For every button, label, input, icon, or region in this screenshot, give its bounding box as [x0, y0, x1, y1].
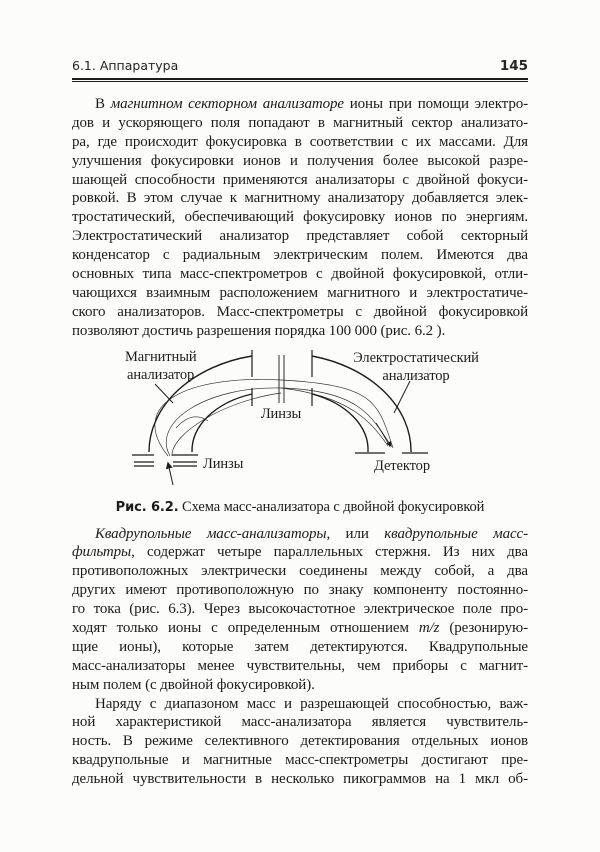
text-line: противоположных электрически соединены между собой, а два	[72, 563, 528, 580]
text-line: шающей способности применяются анализаторы с двойной фокуси-	[72, 171, 528, 188]
text-line: ровкой. В этом случае к магнитному анализатору добавляется элек-	[72, 190, 528, 207]
figure-caption	[72, 498, 528, 517]
page-number: 145	[499, 58, 528, 74]
text-line: основных типа масс-спектрометров с двойной фокусировкой, отли-	[72, 266, 528, 283]
text-line: ность. В режиме селективного детектирования отдельных ионов	[72, 733, 528, 750]
ion-entry-arrow	[168, 463, 173, 485]
magnetic-label-pointer	[155, 384, 173, 403]
text-line: щие ионы), которые затем детектируются. Квадрупольные	[72, 638, 528, 655]
figure-caption-text: Схема масс-анализатора с двойной фокусировкой	[178, 498, 485, 515]
text-line: дов и ускоряющего поля попадают в магнитный сектор анализато-	[72, 114, 528, 131]
electrostatic-label-pointer	[394, 381, 410, 413]
sector-end-ticks	[252, 350, 312, 406]
text-line: ского анализаторов. Масс-спектрометры с двойной фокусировкой	[72, 303, 528, 320]
paragraph-magnetic-analyzer	[72, 95, 528, 341]
running-head	[72, 58, 528, 74]
header-divider-thin-line	[72, 81, 528, 82]
mass-analyzer-diagram	[72, 344, 528, 492]
center-lenses-label: Линзы	[260, 405, 302, 422]
header-divider-thick-line	[72, 78, 528, 80]
text-line: Электростатический анализатор представляет собой секторный	[72, 228, 528, 245]
figure-6-2	[72, 344, 528, 492]
text-line: квадрупольные и магнитные масс-спектрометры достигают пре-	[72, 752, 528, 769]
electrostatic-analyzer-label-line1: Электростатический	[353, 349, 479, 366]
source-lenses-label: Линзы	[203, 455, 244, 472]
electrostatic-sector-inner-arc	[312, 394, 368, 452]
text-line: Наряду с диапазоном масс и разрешающей способностью, важ-	[95, 695, 528, 712]
text-line: Квадрупольные масс-анализаторы, или квадрупольные масс-	[95, 525, 528, 542]
detector-label: Детектор	[374, 457, 430, 474]
text-line: ным полем (с двойной фокусировкой).	[72, 676, 315, 693]
text-block	[72, 58, 528, 789]
text-line: го тока (рис. 6.3). Через высокочастотное электрическое поле про-	[72, 601, 528, 618]
electrostatic-analyzer-label-line2: анализатор	[382, 367, 450, 384]
text-line: чающихся взаимным расположением магнитного и электростатиче-	[72, 284, 528, 301]
header-divider	[72, 78, 528, 82]
text-line: ра, где происходит фокусировка в соответствии с их массами. Для	[72, 133, 528, 150]
text-line: улучшения фокусировки ионов и получения более высокой разре-	[72, 152, 528, 169]
text-line: фильтры, содержат четыре параллельных стержня. Из них два	[72, 544, 528, 561]
text-line: позволяют достичь разрешения порядка 100 000 (рис. 6.2 ).	[72, 322, 446, 339]
text-line: масс-анализаторы менее чувствительны, чем приборы с магнит-	[72, 657, 528, 674]
text-line: конденсатор с радиальным электрическим полем. Имеются два	[72, 247, 528, 264]
magnetic-analyzer-label-line2: анализатор	[127, 366, 195, 383]
center-lens-lines	[279, 355, 284, 403]
text-line: В магнитном секторном анализаторе ионы при помощи электро-	[95, 96, 528, 112]
text-line: дельной чувствительности в несколько пикограммов на 1 мкл об-	[72, 771, 528, 788]
paragraph-quadrupole-analyzer	[72, 525, 528, 695]
source-lens-plates	[132, 455, 198, 466]
figure-caption-label: Рис. 6.2.	[115, 499, 179, 515]
section-title: 6.1. Аппаратура	[72, 58, 179, 73]
text-line: других имеют противоположную по знаку компоненту постоянно-	[72, 582, 528, 599]
text-line: ной характеристикой масс-анализатора является чувствитель-	[72, 714, 528, 731]
text-line: ходят только ионы с определенным отношением m/z (резонирую-	[72, 620, 528, 637]
paragraph-sensitivity	[72, 695, 528, 789]
text-line: тростатический, обеспечивающий фокусировку ионов по энергиям.	[72, 209, 528, 226]
magnetic-analyzer-label-line1: Магнитный	[125, 348, 197, 365]
